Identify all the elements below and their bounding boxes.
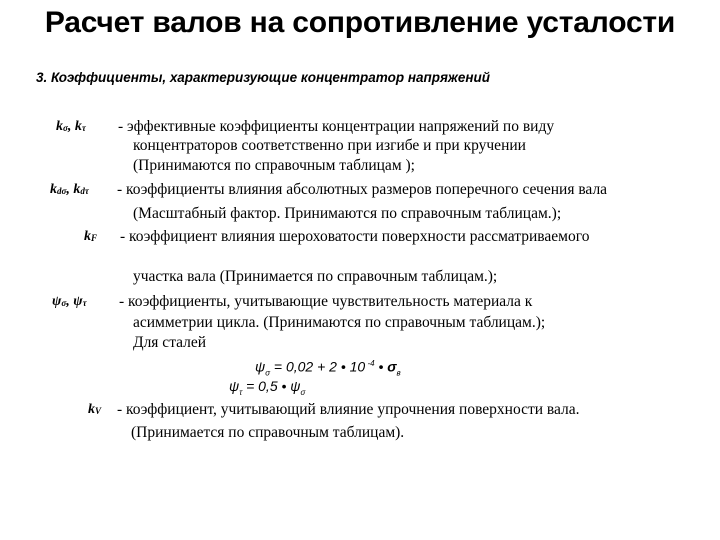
page-title: Расчет валов на сопротивление усталости xyxy=(44,6,676,39)
item-1-line-1: - эффективные коэффициенты концентрации напряжений по виду xyxy=(118,118,555,135)
formula-psi-sigma: $\psi_\sigma = 0,02 + 2$ • 10 $^{-4}$ • $\sigma_в$ xyxy=(255,358,401,378)
item-4-line-2: асимметрии цикла. (Принимаются по справочным таблицам.); xyxy=(133,314,546,331)
symbol-kv: $k_V$ xyxy=(88,402,102,417)
item-4-line-3: Для сталей xyxy=(133,334,207,351)
item-2-line-2: (Масштабный фактор. Принимаются по справочным таблицам.); xyxy=(133,205,562,222)
symbol-kf: $k_F$ xyxy=(84,229,98,244)
formula-psi-tau: $\psi_\tau = 0,5$ • $\psi_\sigma$ xyxy=(229,378,306,397)
symbol-psi-sigma-psi-tau: $\psi_\sigma$, $\psi_\tau$ xyxy=(52,294,87,309)
section-subtitle: 3. Коэффициенты, характеризующие концентратор напряжений xyxy=(36,70,491,85)
symbol-kd-sigma-kd-tau: $k_{d\sigma}$, $k_{d\tau}$ xyxy=(50,182,89,197)
item-5-line-2: (Принимается по справочным таблицам). xyxy=(131,424,405,441)
item-2-line-1: - коэффициенты влияния абсолютных размеров поперечного сечения вала xyxy=(117,181,608,198)
item-3-line-2: участка вала (Принимается по справочным таблицам.); xyxy=(133,268,498,285)
item-5-line-1: - коэффициент, учитывающий влияние упрочнения поверхности вала. xyxy=(117,401,580,418)
item-1-line-3: (Принимаются по справочным таблицам ); xyxy=(133,157,415,174)
item-4-line-1: - коэффициенты, учитывающие чувствительность материала к xyxy=(119,293,533,310)
symbol-k-sigma-k-tau: $k_\sigma$, $k_\tau$ xyxy=(56,119,86,134)
item-3-line-1: - коэффициент влияния шероховатости поверхности рассматриваемого xyxy=(120,228,590,245)
item-1-line-2: концентраторов соответственно при изгибе и при кручении xyxy=(133,137,526,154)
